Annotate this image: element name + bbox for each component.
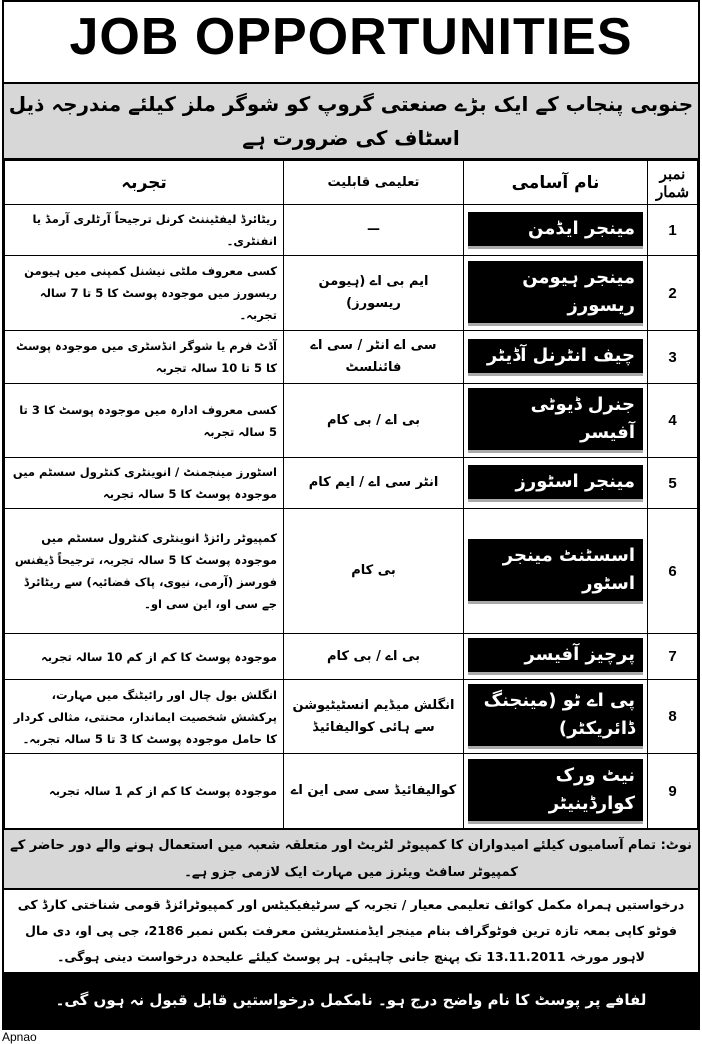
experience: موجودہ پوسٹ کا کم از کم 1 سالہ تجربہ bbox=[5, 754, 284, 829]
post-title: مینجر ایڈمن bbox=[468, 212, 643, 249]
post-cell bbox=[464, 331, 648, 384]
table-header-row bbox=[5, 161, 698, 205]
row-number: 8 bbox=[648, 680, 698, 754]
note: نوٹ: تمام آسامیوں کیلئے امیدواران کا کمپیوٹر لٹریٹ اور متعلقہ شعبہ میں استعمال ہونے والے دور حاضر کے کمپیوٹر سافٹ ویئرز میں مہارت ایک لازمی جزو ہے۔ bbox=[4, 829, 698, 890]
qualification: انگلش میڈیم انسٹیٹیوشن سے ہائی کوالیفائیڈ bbox=[284, 680, 464, 754]
experience: اسٹورز مینجمنٹ / انوینٹری کنٹرول سسٹم میں موجودہ پوسٹ کا 5 سالہ تجربہ bbox=[5, 458, 284, 509]
post-title: نیٹ ورک کوارڈینیٹر bbox=[468, 759, 643, 824]
application-instructions: درخواستیں ہمراہ مکمل کوائف تعلیمی معیار / تجربہ کے سرٹیفیکیٹس اور کمپیوٹرائزڈ قومی شناختی کارڈ کی فوٹو کاپی بمعہ تازہ ترین فوٹوگراف بنام مینجر ایڈمنسٹریشن معرفت بکس نمبر 2186، جی پی او، دی مال لاہور مورخہ 13.11.2011 تک پہنچ جانی چاہیئں۔ ہر پوسٹ کیلئے علیحدہ درخواست دینی ہوگی۔ bbox=[17, 897, 685, 964]
header-post: نام آسامی bbox=[464, 161, 648, 205]
experience: انگلش بول چال اور رائیٹنگ میں مہارت، پرکشش شخصیت ایماندار، محنتی، مثالی کردار کا حامل موجودہ پوسٹ کا 3 تا 5 سالہ تجربہ۔ bbox=[5, 680, 284, 754]
table-row bbox=[5, 458, 698, 509]
post-title: مینجر ہیومن ریسورز bbox=[468, 261, 643, 326]
post-title: چیف انٹرنل آڈیٹر bbox=[468, 339, 643, 376]
post-title: اسسٹنٹ مینجر اسٹور bbox=[468, 539, 643, 604]
qualification: کوالیفائیڈ سی سی این اے bbox=[284, 754, 464, 829]
qualification: انٹر سی اے / ایم کام bbox=[284, 458, 464, 509]
post-title: پی اے ٹو (مینجنگ ڈائریکٹر) bbox=[468, 684, 643, 749]
experience: کسی معروف ادارہ میں موجودہ پوسٹ کا 3 تا 5 سالہ تجربہ bbox=[5, 384, 284, 458]
post-cell bbox=[464, 384, 648, 458]
qualification: بی اے / بی کام bbox=[284, 634, 464, 680]
table-row bbox=[5, 634, 698, 680]
source-credit: Apnao bbox=[2, 1030, 37, 1044]
post-cell bbox=[464, 256, 648, 331]
qualification: بی کام bbox=[284, 509, 464, 634]
table-row bbox=[5, 754, 698, 829]
row-number: 5 bbox=[648, 458, 698, 509]
table-row bbox=[5, 256, 698, 331]
ad-frame bbox=[2, 0, 700, 1030]
ad-title: JOB OPPORTUNITIES bbox=[69, 8, 633, 66]
row-number: 3 bbox=[648, 331, 698, 384]
table-row bbox=[5, 331, 698, 384]
experience: ریٹائرڈ لیفٹیننٹ کرنل ترجیحاً آرٹلری آرمڈ یا انفنٹری۔ bbox=[5, 205, 284, 256]
footer-bar: لفافے پر پوسٹ کا نام واضح درج ہو۔ نامکمل درخواستیں قابل قبول نہ ہوں گی۔ bbox=[4, 972, 698, 1028]
header-number: نمبر شمار bbox=[648, 161, 698, 205]
post-title: پرچیز آفیسر bbox=[468, 638, 643, 675]
table-row bbox=[5, 384, 698, 458]
post-cell bbox=[464, 754, 648, 829]
qualification: سی اے انٹر / سی اے فائنلسٹ bbox=[284, 331, 464, 384]
row-number: 2 bbox=[648, 256, 698, 331]
qualification: بی اے / بی کام bbox=[284, 384, 464, 458]
post-title: جنرل ڈیوٹی آفیسر bbox=[468, 388, 643, 453]
post-cell bbox=[464, 680, 648, 754]
jobs-table bbox=[4, 160, 698, 829]
post-cell bbox=[464, 509, 648, 634]
row-number: 6 bbox=[648, 509, 698, 634]
experience: آڈٹ فرم یا شوگر انڈسٹری میں موجودہ پوسٹ کا 5 تا 10 سالہ تجربہ bbox=[5, 331, 284, 384]
post-cell bbox=[464, 458, 648, 509]
experience: کسی معروف ملٹی نیشنل کمپنی میں ہیومن ریسورز میں موجودہ پوسٹ کا 5 تا 7 سالہ تجربہ۔ bbox=[5, 256, 284, 331]
row-number: 4 bbox=[648, 384, 698, 458]
header-experience: تجربہ bbox=[5, 161, 284, 205]
table-body bbox=[5, 205, 698, 829]
qualification: ایم بی اے (ہیومن ریسورز) bbox=[284, 256, 464, 331]
post-title: مینجر اسٹورز bbox=[468, 465, 643, 502]
row-number: 1 bbox=[648, 205, 698, 256]
table-row bbox=[5, 205, 698, 256]
post-cell bbox=[464, 205, 648, 256]
ad-subtitle: جنوبی پنجاب کے ایک بڑے صنعتی گروپ کو شوگر ملز کیلئے مندرجہ ذیل اسٹاف کی ضرورت ہے bbox=[4, 82, 698, 160]
table-row bbox=[5, 680, 698, 754]
header-qualification: تعلیمی قابلیت bbox=[284, 161, 464, 205]
experience: موجودہ پوسٹ کا کم از کم 10 سالہ تجربہ bbox=[5, 634, 284, 680]
post-cell bbox=[464, 634, 648, 680]
qualification: — bbox=[284, 205, 464, 256]
row-number: 9 bbox=[648, 754, 698, 829]
experience: کمپیوٹر رائزڈ انوینٹری کنٹرول سسٹم میں موجودہ پوسٹ کا 5 سالہ تجربہ، ترجیحاً ڈیفنس فورسز (آرمی، نیوی، پاک فضائیہ) سے ریٹائرڈ جے سی او، این سی او۔ bbox=[5, 509, 284, 634]
table-row bbox=[5, 509, 698, 634]
row-number: 7 bbox=[648, 634, 698, 680]
